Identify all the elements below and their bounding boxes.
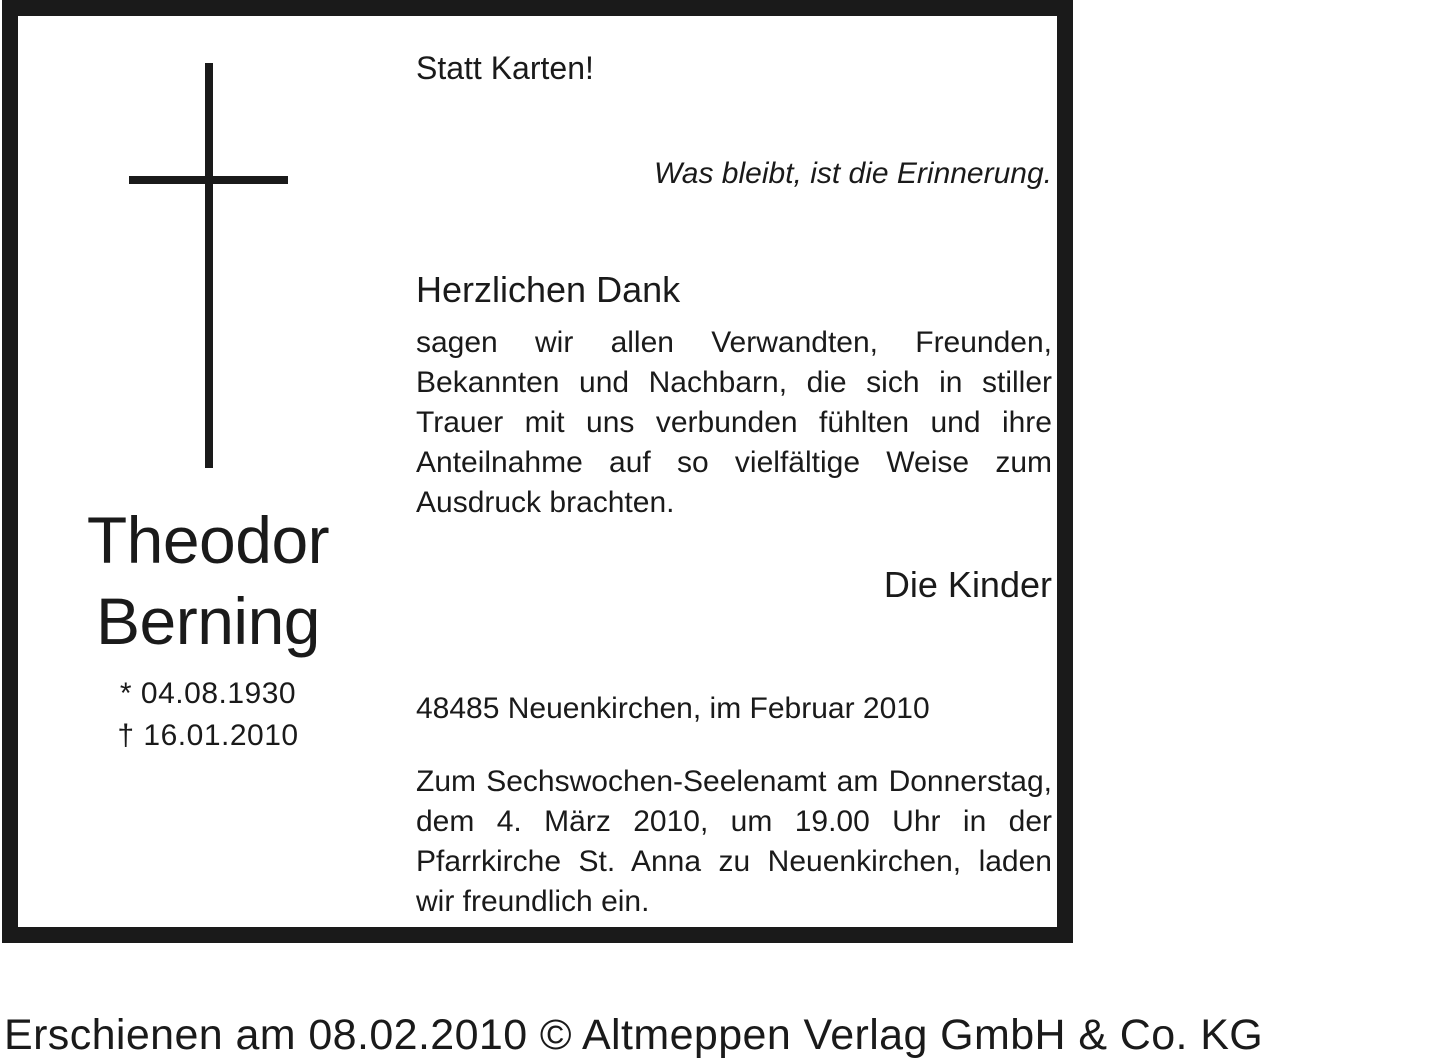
death-date: † 16.01.2010 [117,719,299,752]
place-date: 48485 Neuenkirchen, im Februar 2010 [416,692,930,725]
publication-footer: Erschienen am 08.02.2010 © Altmeppen Verlag GmbH & Co. KG [4,1011,1264,1059]
signature: Die Kinder [883,564,1052,605]
obituary-notice [2,0,1073,943]
cross-horizontal-bar [129,176,288,184]
thanks-heading: Herzlichen Dank [416,269,681,310]
birth-date: * 04.08.1930 [119,677,297,710]
deceased-first-name: Theodor [86,503,330,577]
motto-text: Was bleibt, ist die Erinnerung. [654,157,1052,190]
header-text: Statt Karten! [416,50,594,86]
deceased-last-name: Berning [96,584,320,658]
thanks-text: sagen wir allen Verwandten, Freunden, Bekannten und Nachbarn, die sich in stiller Trauer mit uns verbunden fühlten und ihre Anteilnahme auf so vielfältige Weise zum Ausdruck brachten. [416,326,1052,519]
mass-invitation: Zum Sechswochen-Seelenamt am Donnerstag, dem 4. März 2010, um 19.00 Uhr in der Pfarrkirche St. Anna zu Neuenkirchen, laden wir freundlich ein. [416,765,1052,918]
cross-vertical-bar [205,63,213,468]
